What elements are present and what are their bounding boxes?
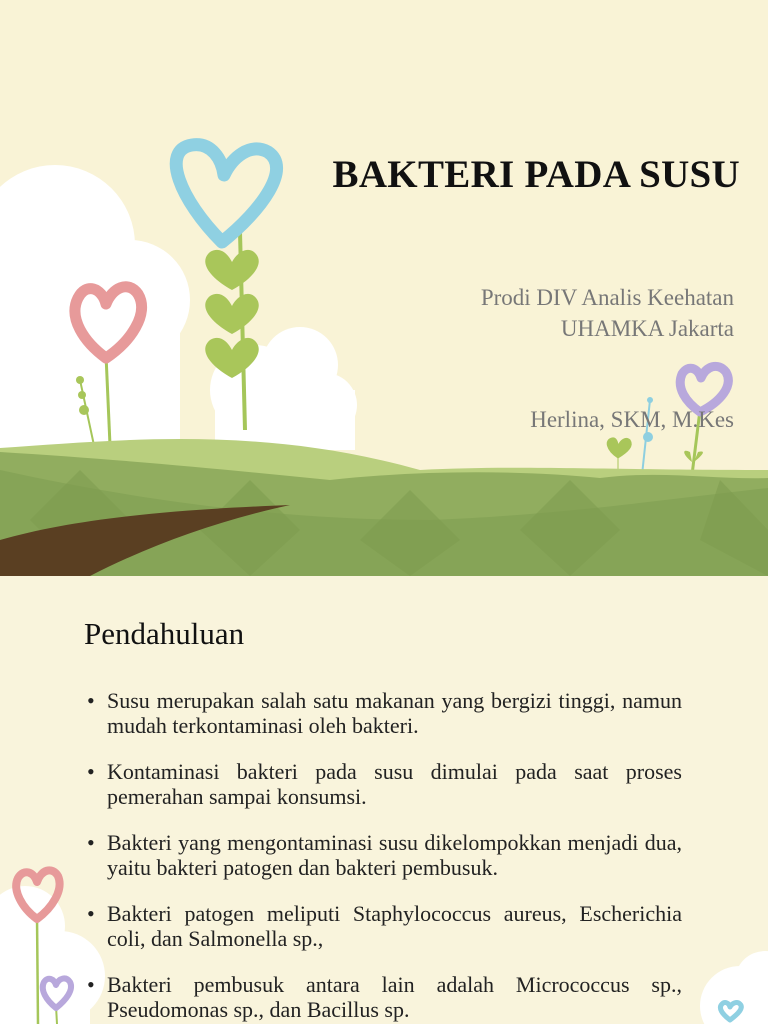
- list-item: • Kontaminasi bakteri pada susu dimulai pada saat proses pemerahan sampai konsumsi.: [84, 759, 682, 809]
- bullet-list: [84, 688, 682, 1024]
- content-slide: [0, 576, 768, 1024]
- subtitle-line-program: Prodi DIV Analis Keehatan: [480, 285, 734, 310]
- section-heading: Pendahuluan: [84, 616, 245, 651]
- list-item: • Bakteri pembusuk antara lain adalah Micrococcus sp., Pseudomonas sp., dan Bacillus sp.: [84, 972, 682, 1022]
- cloud-icon: [0, 165, 190, 450]
- slide-subtitle: [481, 282, 734, 344]
- cloud-icon: [210, 327, 357, 450]
- list-item: • Susu merupakan salah satu makanan yang bergizi tinggi, namun mudah terkontaminasi oleh bakteri.: [84, 688, 682, 738]
- list-item: • Bakteri patogen meliputi Staphylococcus aureus, Escherichia coli, dan Salmonella sp.,: [84, 901, 682, 951]
- subtitle-line-institution: UHAMKA Jakarta: [560, 316, 734, 341]
- green-heart-stem-icon: [205, 250, 258, 378]
- list-item: • Bakteri yang mengontaminasi susu dikelompokkan menjadi dua, yaitu bakteri patogen dan bakteri pembusuk.: [84, 830, 682, 880]
- author-name: Herlina, SKM, M.Kes: [530, 407, 734, 432]
- slide-title: BAKTERI PADA SUSU: [332, 153, 740, 196]
